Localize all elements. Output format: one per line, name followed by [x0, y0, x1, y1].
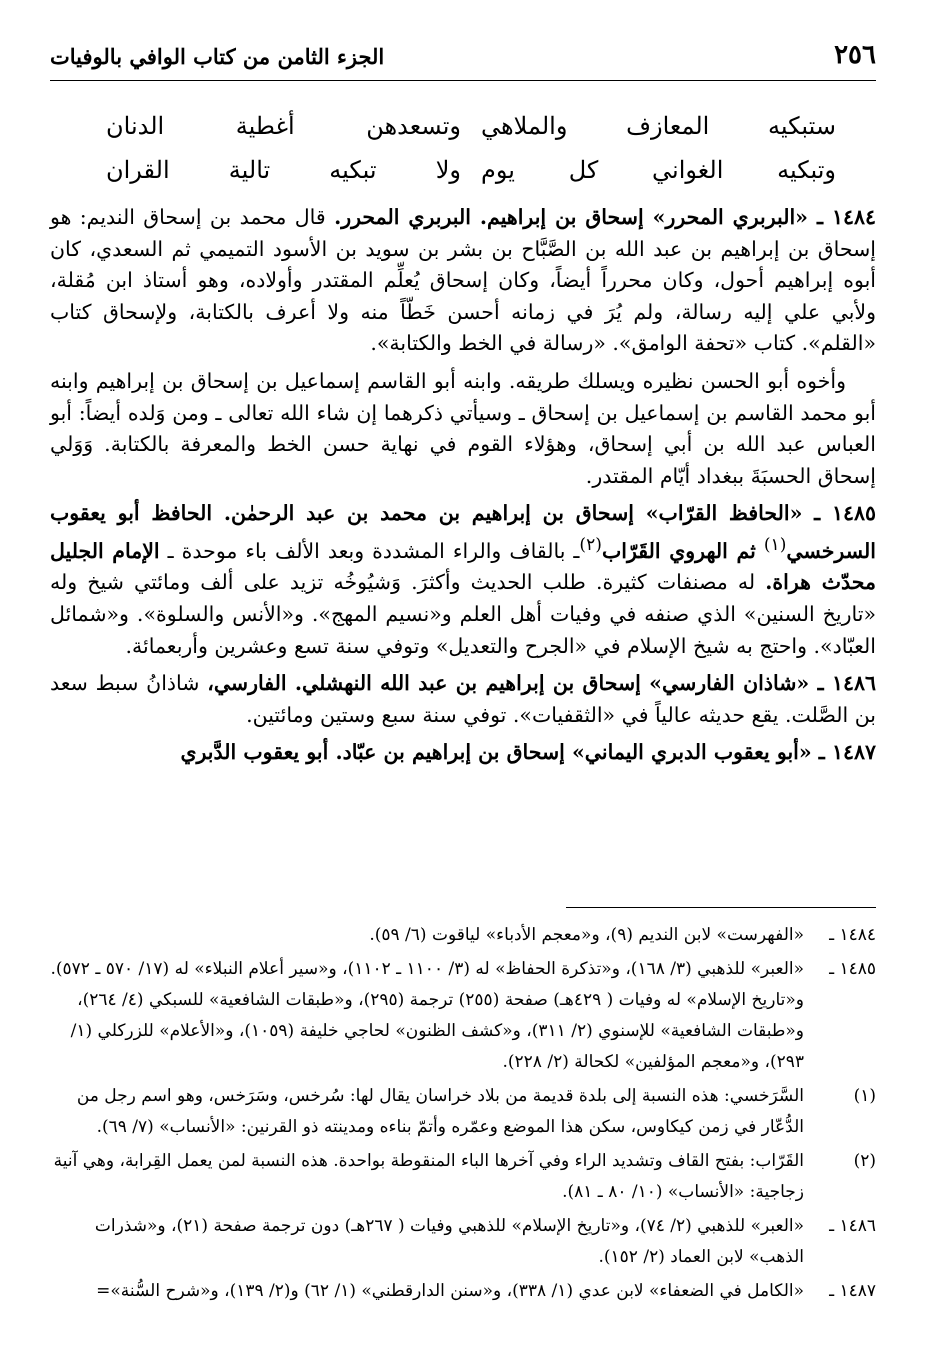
running-title: الجزء الثامن من كتاب الوافي بالوفيات	[50, 44, 385, 69]
footnote-text: «العبر» للذهبي (٢/ ٧٤)، و«تاريخ الإسلام» للذهبي وفيات ( ٢٦٧هـ) دون ترجمة صفحة (٢١)، و«شذرات الذهب» لابن العماد (٢/ ١٥٢).	[94, 1216, 804, 1267]
entry-1486	[50, 668, 876, 731]
entry-heading: ١٤٨٦ ـ «شاذان الفارسي» إسحاق بن إبراهيم بن عبد الله النهشلي. الفارسي،	[207, 671, 876, 696]
footnote-ref[interactable]: (٢)	[579, 534, 602, 555]
footnote	[50, 920, 876, 951]
footnote-text: السَّرَخسي: هذه النسبة إلى بلدة قديمة من بلاد خراسان يقال لها: سُرخس، وسَرَخس، وهو اسم رجل من الدُّعّار في زمن كيكاوس، سكن هذا الموضع وعمّره وأتمّ بناءه ومدينته ذو القرنين: «الأنساب» (٧/ ٦٩).	[76, 1086, 804, 1137]
footnote	[50, 1081, 876, 1143]
footnote	[50, 1211, 876, 1273]
hemistich-first: ستبكيه المعازف والملاهي	[481, 112, 836, 140]
poem	[50, 112, 876, 200]
entry-heading: ١٤٨٥ ـ «الحافظ القرّاب» إسحاق بن إبراهيم بن محمد بن عبد الرحمٰن. الحافظ أبو يعقوب السرخسي	[50, 501, 876, 563]
entry-1485	[50, 498, 876, 662]
footnote-text: «الكامل في الضعفاء» لابن عدي (١/ ٣٣٨)، و«سنن الدارقطني» (١/ ٦٢) و(٢/ ١٣٩)، و«شرح السُّنة»=	[96, 1281, 804, 1301]
footnote-label: ١٤٨٧ ـ	[829, 1281, 876, 1301]
footnote-separator	[566, 907, 876, 908]
footnote-label: ١٤٨٦ ـ	[829, 1216, 876, 1236]
footnote-text: القَرّاب: بفتح القاف وتشديد الراء وفي آخرها الباء المنقوطة بواحدة. هذه النسبة لمن يعمل القِرابة، وهي آنية زجاجية: «الأنساب» (١٠/ ٨٠ ـ ٨١).	[53, 1151, 804, 1202]
entry-text: له مصنفات كثيرة. طلب الحديث وأكثرَ. وَشيُوخُه تزيد على ألف ومائتي شيخ وله «تاريخ السنين» الذي صنفه في وفيات أهل العلم و«نسيم المهج». و«الأنس والسلوة». و«شمائل العبّاد». واحتج به شيخ الإسلام في «الجرح والتعديل» وتوفي سنة تسع وعشرين وأربعمائة.	[50, 570, 876, 658]
entry-text: قال محمد بن إسحاق النديم: هو إسحاق بن إبراهيم بن عبد الله بن الصَّبَّاح بن بشر بن سويد بن الأسود التميمي ثم السعدي، كان أبوه إبراهيم أحول، وكان محرراً أيضاً، وكان إسحاق يُعلِّم المقتدر وأولاده، وهو أستاذ ابن مُقلة، ولأبي علي إليه رسالة، ولم يُرَ في زمانه أحسن خَطّاً منه ولا أعرف بالكتابة، ولإسحاق كتاب «القلم». كتاب «تحفة الوامق». «رسالة في الخط والكتابة».	[50, 205, 876, 356]
footnote-label: (١)	[853, 1086, 876, 1106]
entry-heading: ١٤٨٧ ـ «أبو يعقوب الدبري اليماني» إسحاق بن إبراهيم بن عبّاد. أبو يعقوب الدَّبري	[180, 740, 876, 765]
entry-text: ـ بالقاف والراء المشددة وبعد الألف باء موحدة ـ	[167, 538, 580, 563]
footnote-ref[interactable]: (١)	[763, 534, 787, 555]
footnote	[50, 1146, 876, 1208]
footnote-label: (٢)	[853, 1151, 876, 1171]
entry-1484-continuation	[50, 366, 876, 492]
footnote-text: «العبر» للذهبي (٣/ ١٦٨)، و«تذكرة الحفاظ» له (٣/ ١١٠٠ ـ ١١٠٢)، و«سير أعلام النبلاء» له (١٧/ ٥٧٠ ـ ٥٧٢). و«تاريخ الإسلام» له وفيات ( ٤٢٩هـ) صفحة (٢٥٥) ترجمة (٢٩٥)، و«طبقات الشافعية» للسبكي (٤/ ٢٦٤)، و«طبقات الشافعية» للإسنوي (٢/ ٣١١)، و«كشف الظنون» لحاجي خليفة (١٠٥٩)، و«الأعلام» للزركلي (١/ ٢٩٣)، و«معجم المؤلفين» لكحالة (٢/ ٢٢٨).	[50, 959, 804, 1072]
entry-1487	[50, 737, 876, 769]
footnote-label: ١٤٨٥ ـ	[829, 959, 876, 979]
footnote	[50, 954, 876, 1078]
entry-heading-continuation: ثم الهروي القَرّاب	[601, 538, 756, 563]
footnote-text: «الفهرست» لابن النديم (٩)، و«معجم الأدباء» لياقوت (٦/ ٥٩).	[369, 925, 804, 945]
entry-text: وأخوه أبو الحسن نظيره ويسلك طريقه. وابنه أبو القاسم إسماعيل بن إسحاق بن إبراهيم وابنه أبو محمد القاسم بن إسماعيل بن إسحاق ـ وسيأتي ذكرهما إن شاء الله تعالى ـ ومن وَلده أيضاً: أبو العباس عبد الله بن أبي إسحاق، وهؤلاء القوم في نهاية حسن الخط والمعرفة بالكتابة. وَوَلي إسحاق الحسبَةَ ببغداد أيّام المقتدر.	[50, 368, 876, 488]
footnotes	[50, 920, 876, 1310]
page-number: ٢٥٦	[834, 40, 876, 70]
entry-heading: ١٤٨٤ ـ «البربري المحرر» إسحاق بن إبراهيم. البربري المحرر.	[334, 205, 876, 229]
entry-bold-text: الإمام الجليل محدّث هراة.	[50, 538, 876, 595]
entry-1484	[50, 202, 876, 360]
poem-verse	[50, 112, 876, 156]
entry-text: شاذانُ سبط سعد بن الصَّلت. يقع حديثه عالياً في «الثقفيات». توفي سنة سبع وستين ومائتين.	[50, 671, 876, 727]
footnote-label: ١٤٨٤ ـ	[829, 925, 876, 945]
footnote	[50, 1276, 876, 1307]
hemistich-second: ولا تبكيه تالية القران	[106, 156, 461, 184]
hemistich-first: وتبكيه الغواني كل يوم	[481, 156, 836, 184]
main-text	[50, 202, 876, 775]
page-header	[50, 30, 876, 81]
poem-verse	[50, 156, 876, 200]
hemistich-second: وتسعدهن أغطية الدنان	[106, 112, 461, 140]
